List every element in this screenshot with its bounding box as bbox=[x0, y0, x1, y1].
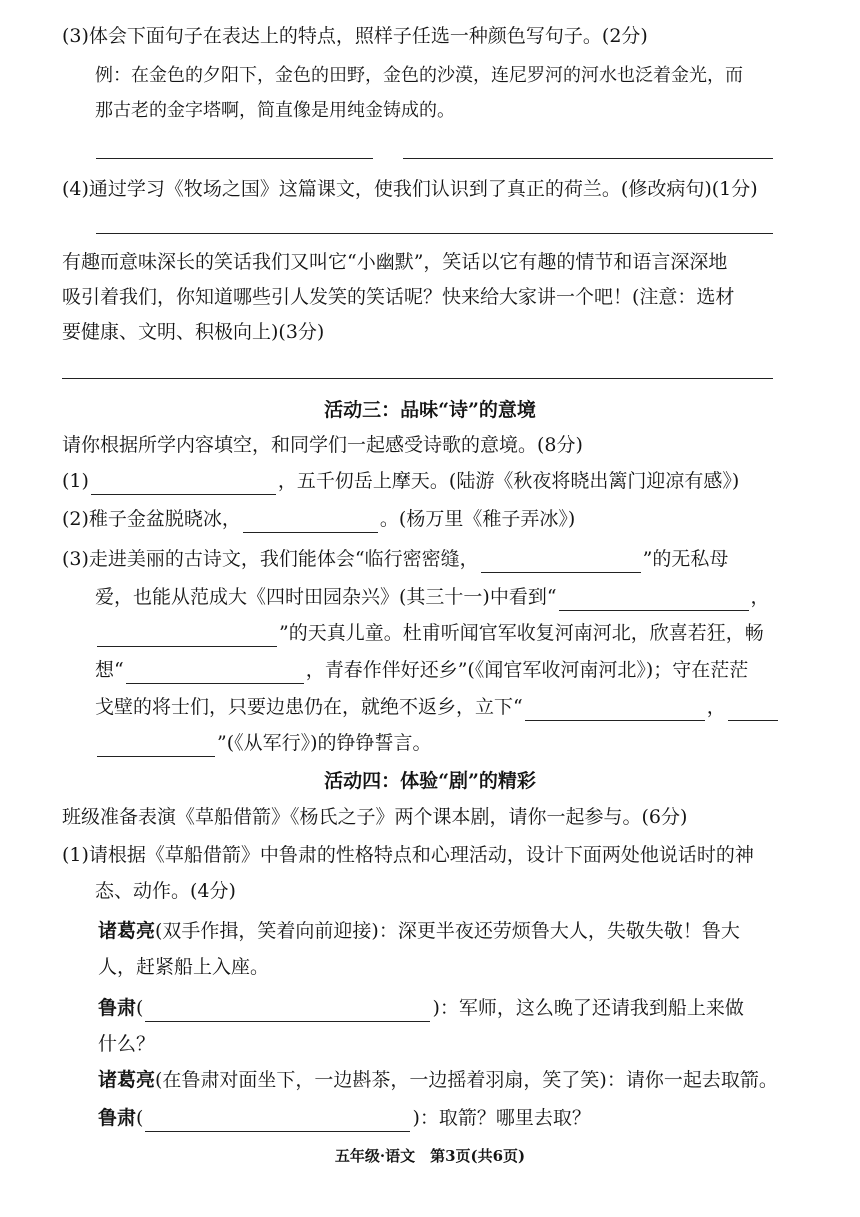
lusu-action-blank-2[interactable] bbox=[145, 1111, 410, 1132]
q1-blank[interactable] bbox=[91, 474, 276, 495]
dialogue-4 bbox=[98, 1104, 774, 1132]
activity3-q3-line1 bbox=[62, 545, 774, 573]
activity3-q3-line5 bbox=[95, 693, 774, 721]
dialogue-1-cont: 人，赶紧船上入座。 bbox=[98, 956, 270, 978]
activity3-intro: 请你根据所学内容填空，和同学们一起感受诗歌的意境。(8分) bbox=[62, 434, 583, 456]
q3-blank-5[interactable] bbox=[525, 700, 705, 721]
dialogue-3 bbox=[98, 1066, 778, 1094]
dialogue-4-open: ( bbox=[136, 1107, 144, 1129]
speaker-lusu-1: 鲁肃 bbox=[98, 997, 137, 1019]
q3-text-e: ”的天真儿童。杜甫听闻官军收复河南河北，欣喜若狂，畅 bbox=[279, 622, 764, 644]
q3-text-j: ”(《从军行》)的铮铮誓言。 bbox=[217, 732, 432, 754]
q2-suffix: 。(杨万里《稚子弄冰》) bbox=[379, 508, 576, 530]
activity4-title: 活动四：体验“剧”的精彩 bbox=[324, 770, 536, 792]
q3-blank-2[interactable] bbox=[559, 590, 749, 611]
q3-blank-6[interactable] bbox=[728, 700, 778, 721]
q1-prefix: (1) bbox=[62, 470, 89, 492]
dialogue-2-cont: 什么？ bbox=[98, 1033, 156, 1055]
q1-suffix: ，五千仞岳上摩天。(陆游《秋夜将晓出篱门迎凉有感》) bbox=[277, 470, 740, 492]
q3-answer-line-2[interactable] bbox=[403, 158, 773, 159]
activity3-q3-line3 bbox=[95, 619, 774, 647]
activity3-q1 bbox=[62, 467, 774, 495]
q3-answer-line-1[interactable] bbox=[96, 158, 373, 159]
dialogue-2-open: ( bbox=[136, 997, 144, 1019]
activity4-q1-line2: 态、动作。(4分) bbox=[95, 880, 236, 902]
dialogue-2 bbox=[98, 994, 774, 1022]
q2-prefix: (2)稚子金盆脱晓冰， bbox=[62, 508, 241, 530]
q3-blank-7[interactable] bbox=[97, 736, 215, 757]
speaker-zhuge-1: 诸葛亮 bbox=[98, 920, 156, 942]
activity4-q1-line1: (1)请根据《草船借箭》中鲁肃的性格特点和心理活动，设计下面两处他说话时的神 bbox=[62, 844, 754, 866]
humor-line1: 有趣而意味深长的笑话我们又叫它“小幽默”，笑话以它有趣的情节和语言深深地 bbox=[62, 251, 728, 273]
dialogue-1-text: (双手作揖，笑着向前迎接)：深更半夜还劳烦鲁大人，失敬失敬！鲁大 bbox=[155, 920, 740, 942]
q3-blank-1[interactable] bbox=[481, 552, 641, 573]
q3-text-d: ， bbox=[750, 586, 770, 608]
q3-prompt: (3)体会下面句子在表达上的特点，照样子任选一种颜色写句子。(2分) bbox=[62, 25, 648, 47]
activity3-q3-line2 bbox=[95, 583, 774, 611]
q3-text-b: ”的无私母 bbox=[642, 548, 729, 570]
q4-prompt: (4)通过学习《牧场之国》这篇课文，使我们认识到了真正的荷兰。(修改病句)(1分) bbox=[62, 178, 758, 200]
speaker-zhuge-2: 诸葛亮 bbox=[98, 1069, 156, 1091]
q3-text-g: ，青春作伴好还乡”(《闻官军收河南河北》)；守在茫茫 bbox=[305, 659, 749, 681]
page-footer: 五年级·语文 第3页(共6页) bbox=[334, 1147, 526, 1165]
dialogue-2-text: )：军师，这么晚了还请我到船上来做 bbox=[432, 997, 744, 1019]
q3-text-h: 戈壁的将士们，只要边患仍在，就绝不返乡，立下“ bbox=[95, 696, 523, 718]
q4-answer-line[interactable] bbox=[96, 233, 773, 234]
q3-blank-4[interactable] bbox=[126, 663, 304, 684]
q3-text-c: 爱，也能从范成大《四时田园杂兴》(其三十一)中看到“ bbox=[95, 586, 557, 608]
humor-answer-line[interactable] bbox=[62, 378, 773, 379]
q3-text-a: (3)走进美丽的古诗文，我们能体会“临行密密缝， bbox=[62, 548, 479, 570]
humor-line2: 吸引着我们，你知道哪些引人发笑的笑话呢？快来给大家讲一个吧！(注意：选材 bbox=[62, 286, 735, 308]
lusu-action-blank-1[interactable] bbox=[145, 1001, 430, 1022]
activity3-title: 活动三：品味“诗”的意境 bbox=[324, 399, 536, 421]
q3-text-i: ， bbox=[706, 696, 726, 718]
activity4-intro: 班级准备表演《草船借箭》《杨氏之子》两个课本剧，请你一起参与。(6分) bbox=[62, 806, 688, 828]
activity3-q3-line6 bbox=[95, 729, 774, 757]
dialogue-3-text: (在鲁肃对面坐下，一边斟茶，一边摇着羽扇，笑了笑)：请你一起去取箭。 bbox=[155, 1069, 778, 1091]
speaker-lusu-2: 鲁肃 bbox=[98, 1107, 137, 1129]
q2-blank[interactable] bbox=[243, 512, 378, 533]
dialogue-4-text: )：取箭？哪里去取？ bbox=[412, 1107, 591, 1129]
q3-example-line2: 那古老的金字塔啊，简直像是用纯金铸成的。 bbox=[95, 100, 455, 121]
q3-example-line1: 例：在金色的夕阳下，金色的田野，金色的沙漠，连尼罗河的河水也泛着金光，而 bbox=[95, 65, 743, 86]
activity3-q3-line4 bbox=[95, 656, 774, 684]
activity3-q2 bbox=[62, 505, 774, 533]
humor-line3: 要健康、文明、积极向上)(3分) bbox=[62, 321, 325, 343]
q3-text-f: 想“ bbox=[95, 659, 124, 681]
dialogue-1 bbox=[98, 917, 774, 945]
q3-blank-3[interactable] bbox=[97, 626, 277, 647]
